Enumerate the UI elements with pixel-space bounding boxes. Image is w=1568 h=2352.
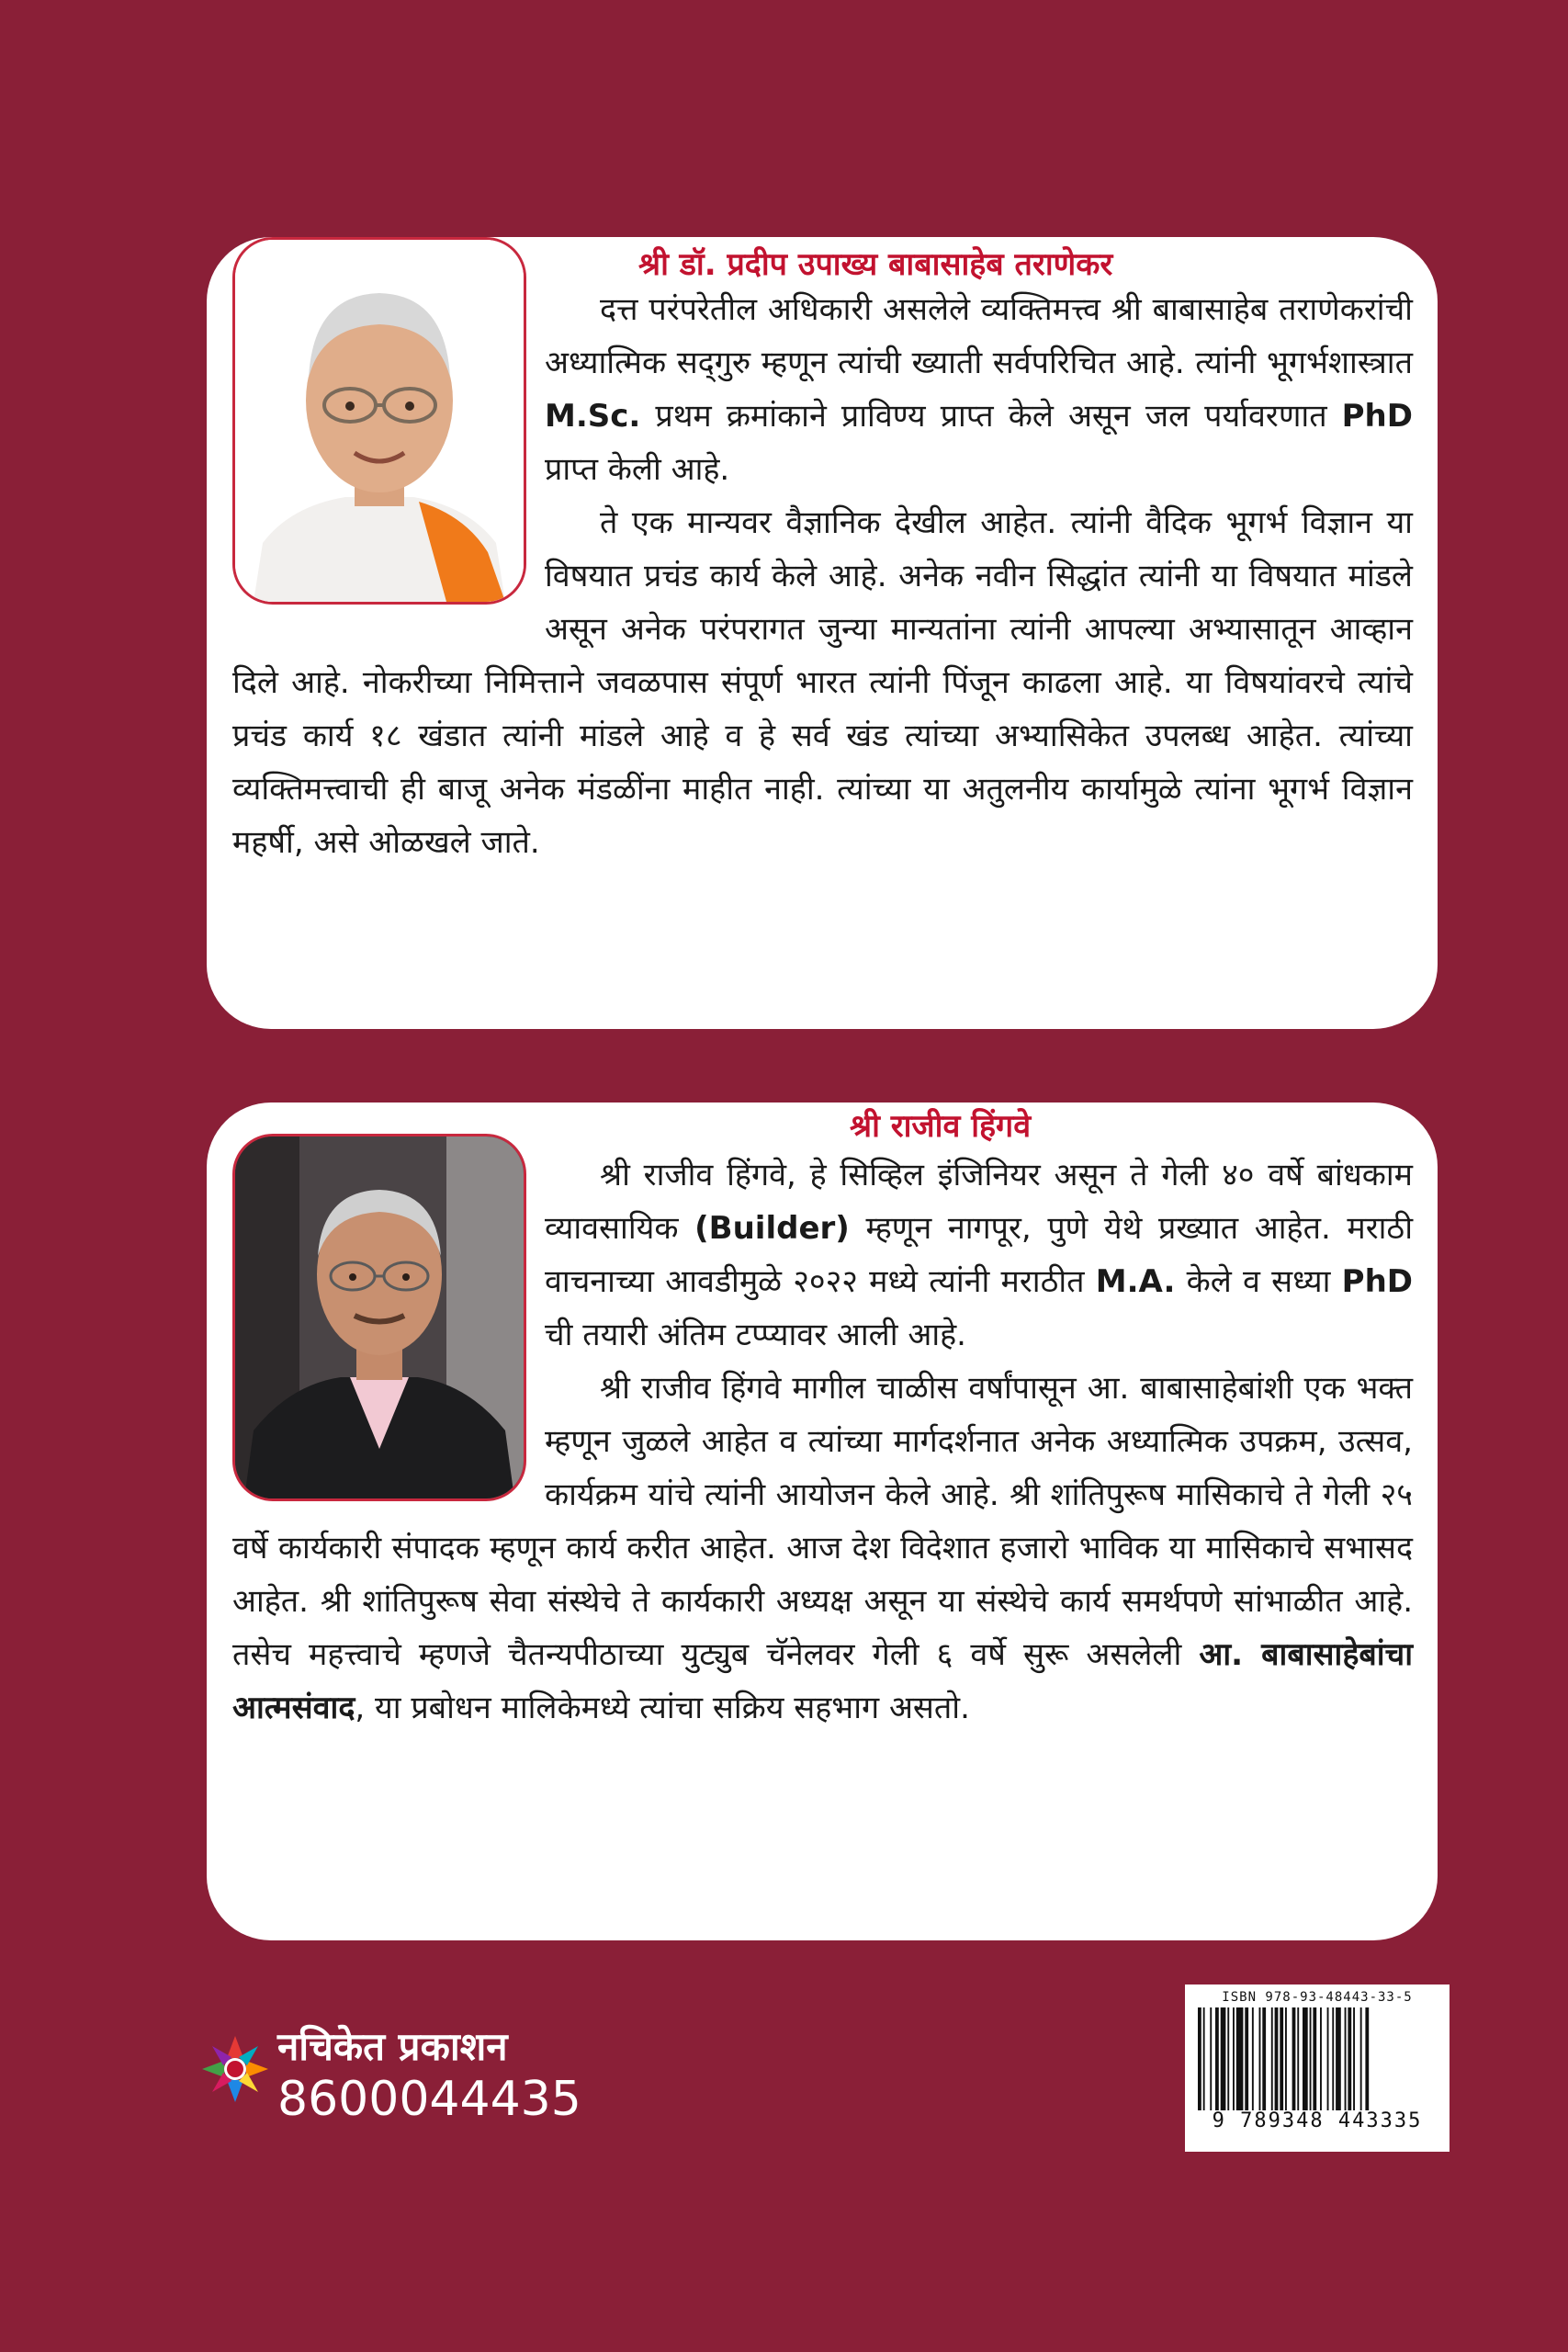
isbn-label: ISBN 978-93-48443-33-5 bbox=[1222, 1990, 1413, 2005]
bio-2-paragraph-2: श्री राजीव हिंगवे मागील चाळीस वर्षांपासून आ. बाबासाहेबांशी एक भक्त म्हणून जुळले आहेत व त्यांच्या मार्गदर्शनात अनेक अध्यात्मिक उपक्रम, उत्सव, कार्यक्रम यांचे त्यांनी आयोजन केले आहे. श्री शांतिपुरूष मासिकाचे ते गेली २५ वर्षे कार्यकारी संपादक म्हणून कार्य करीत आहेत. आज देश विदेशात हजारो भाविक या मासिकाचे सभासद आहेत. श्री शांतिपुरूष सेवा संस्थेचे ते कार्यकारी अध्यक्ष असून या संस्थेचे कार्य समर्थपणे सांभाळीत आहे. तसेच महत्त्वाचे म्हणजे चैतन्यपीठाच्या युट्युब चॅनेलवर गेली ६ वर्षे सुरू असलेली आ. बाबासाहेबांचा आत्मसंवाद, या प्रबोधन मालिकेमध्ये त्यांचा सक्रिय सहभाग असतो. bbox=[232, 1370, 1414, 1726]
bio-1-paragraph-2: ते एक मान्यवर वैज्ञानिक देखील आहेत. त्यांनी वैदिक भूगर्भ विज्ञान या विषयात प्रचंड कार्य केले आहे. अनेक नवीन सिद्धांत त्यांनी या विषयात मांडले असून अनेक परंपरागत जुन्या मान्यतांना त्यांनी आपल्या अभ्यासातून आव्हान दिले आहे. नोकरीच्या निमित्ताने जवळपास संपूर्ण भारत त्यांनी पिंजून काढला आहे. या विषयांवरचे त्यांचे प्रचंड कार्य १८ खंडात त्यांनी मांडले आहे व हे सर्व खंड त्यांच्या अभ्यासिकेत उपलब्ध आहेत. त्यांच्या व्यक्तिमत्त्वाची ही बाजू अनेक मंडळींना माहीत नाही. त्यांच्या या अतुलनीय कार्यामुळे त्यांना भूगर्भ विज्ञान महर्षी, असे ओळखले जाते. bbox=[232, 504, 1413, 861]
publisher-logo-icon bbox=[200, 2034, 270, 2104]
bio-text-2 bbox=[232, 1148, 1413, 1735]
publisher-phone: 8600044435 bbox=[277, 2072, 581, 2127]
publisher-name: नचिकेत प्रकाशन bbox=[277, 2024, 508, 2069]
author-card-1 bbox=[207, 237, 1438, 1029]
bio-2-paragraph-1: श्री राजीव हिंगवे, हे सिव्हिल इंजिनियर असून ते गेली ४० वर्षे बांधकाम व्यावसायिक (Builder) म्हणून नागपूर, पुणे येथे प्रख्यात आहेत. मराठी वाचनाच्या आवडीमुळे २०२२ मध्ये त्यांनी मराठीत M.A. केले व सध्या PhD ची तयारी अंतिम टप्प्यावर आली आहे. bbox=[545, 1157, 1414, 1353]
barcode-digits: 9 789348 443335 bbox=[1212, 2109, 1423, 2132]
bio-text-1 bbox=[232, 283, 1413, 869]
bio-1-paragraph-1: दत्त परंपरेतील अधिकारी असलेले व्यक्तिमत्त्व श्री बाबासाहेब तराणेकरांची अध्यात्मिक सद्‌गुरु म्हणून त्यांची ख्याती सर्वपरिचित आहे. त्यांनी भूगर्भशास्त्रात M.Sc. प्रथम क्रमांकाने प्राविण्य प्राप्त केले असून जल पर्यावरणात PhD प्राप्त केली आहे. bbox=[545, 291, 1413, 488]
publisher-block bbox=[200, 2021, 623, 2132]
barcode-bars bbox=[1194, 2007, 1440, 2110]
author-name-2: श्री राजीव हिंगवे bbox=[850, 1108, 1032, 1145]
author-card-2 bbox=[207, 1102, 1438, 1940]
isbn-barcode bbox=[1185, 1984, 1450, 2152]
author-name-1: श्री डॉ. प्रदीप उपाख्य बाबासाहेब तराणेकर bbox=[638, 246, 1113, 283]
